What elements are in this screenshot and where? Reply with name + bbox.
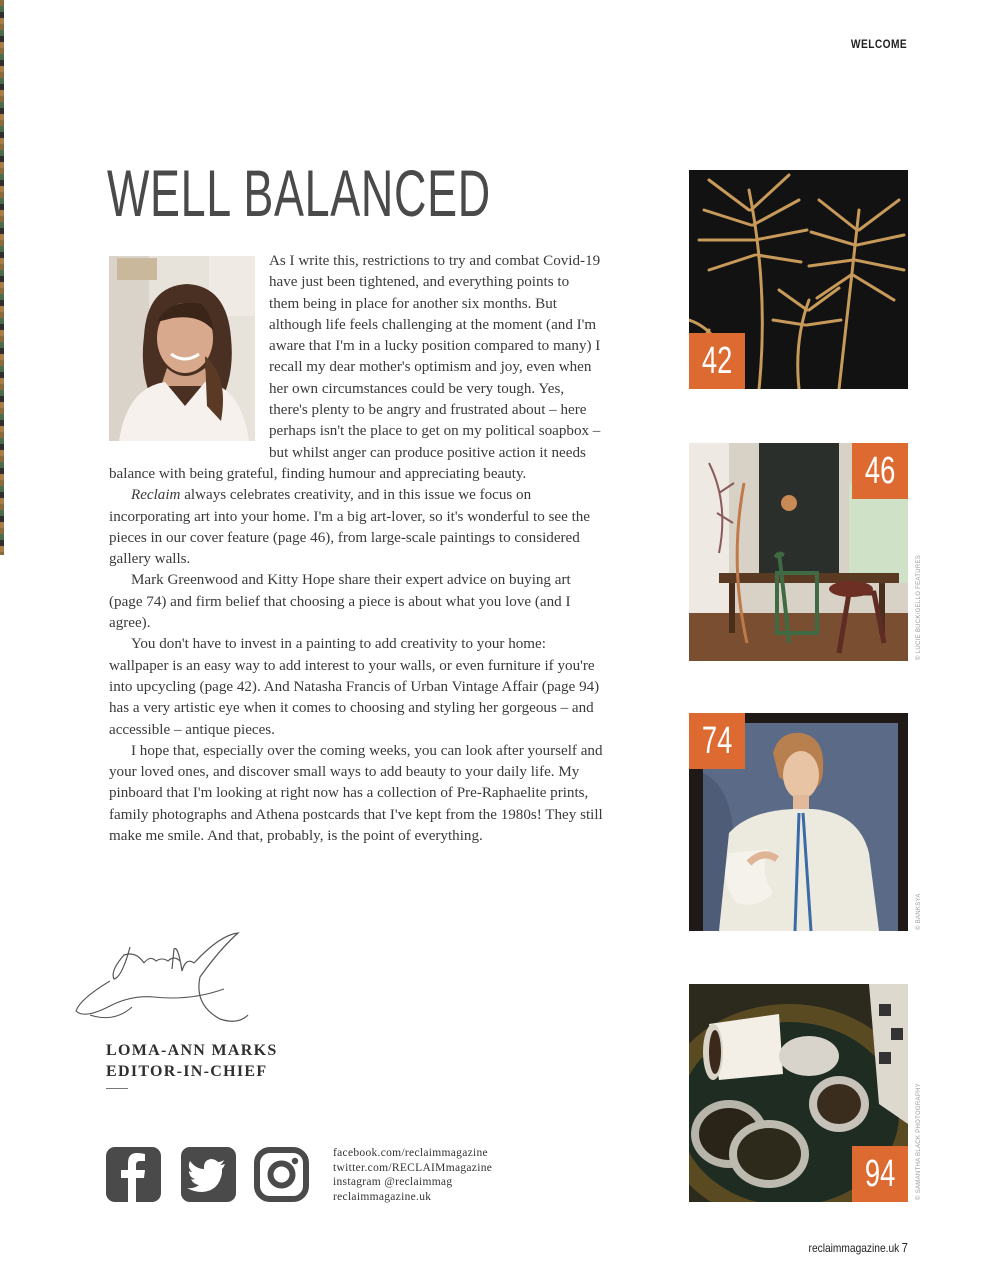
page-badge-94: 94 [852,1146,908,1202]
paragraph-1: As I write this, restrictions to try and combat Covid-19 have just been tightened, and everything points to them being in place for another six months. But although life feels challenging at the moment (and I'm aware that I'm in a lucky position compared to many) I recall my dear mother's optimism and joy, even when her own circumstances could be very tough. Yes, there's plenty to be angry and frustrated about – here perhaps isn't the place to get on my political soapbox – but whilst anger can produce positive action it needs balance with being grateful, finding humour and appreciating beauty. [109,253,601,482]
editor-name: LOMA-ANN MARKS [106,1042,278,1059]
page-number: 7 [901,1240,908,1255]
instagram-link[interactable]: instagram @reclaimmag [333,1176,453,1189]
page-badge-74: 74 [689,713,745,769]
website-link[interactable]: reclaimmagazine.uk [333,1190,432,1203]
instagram-icon[interactable] [254,1147,309,1202]
editor-signature [70,915,255,1033]
paragraph-3: Mark Greenwood and Kitty Hope share their expert advice on buying art (page 74) and firm belief that choosing a piece is about what you love (and I agree). [109,572,571,632]
magazine-name: Reclaim [131,487,181,504]
facebook-link[interactable]: facebook.com/reclaimmagazine [333,1147,488,1159]
page-badge-42: 42 [689,333,745,389]
divider [106,1088,128,1089]
twitter-icon[interactable] [181,1147,236,1202]
editor-credit [106,1040,278,1089]
facebook-icon[interactable] [106,1147,161,1202]
left-edge-strip [0,0,4,555]
photo-credit-74: © BANKSYA [916,893,922,930]
photo-credit-46: © LUCIE BUCK/GELLO FEATURES [916,554,922,660]
social-links [333,1146,492,1204]
editor-letter [109,251,603,847]
twitter-link[interactable]: twitter.com/RECLAIMmagazine [333,1161,493,1174]
page-footer [809,1240,908,1255]
section-label: WELCOME [850,37,907,51]
paragraph-2: Reclaim always celebrates creativity, and in this issue we focus on incorporating art into your home. I'm a big art-lover, so it's wonderful to see the pieces in our cover feature (page 46), from large-scale paintings to considered gallery walls. [109,487,591,568]
headline: WELL BALANCED [107,156,491,230]
paragraph-5: I hope that, especially over the coming weeks, you can look after yourself and your loved ones, and discover small ways to add beauty to your daily life. My pinboard that I'm looking at right now has a collection of Pre-Raphaelite prints, family photographs and Athena postcards that I've kept from the 1980s! They still make me smile. And that, probably, is the point of everything. [109,742,603,845]
footer-site[interactable]: reclaimmagazine.uk [808,1241,900,1255]
photo-credit-94: © SAMANTHA BLACK PHOTOGRAPHY [916,1082,922,1200]
feature-photo-tea-cups[interactable] [689,984,908,1202]
page-badge-46: 46 [852,443,908,499]
feature-photo-wallpaper[interactable] [689,170,908,389]
paragraph-4: You don't have to invest in a painting to add creativity to your home: wallpaper is an easy way to add interest to your walls, or even furniture if you're into upcycling (page 42). And Natasha Francis of Urban Vintage Affair (page 94) has a very artistic eye when it comes to choosing and styling her gorgeous – and accessible – antique pieces. [109,636,600,738]
feature-photo-painting[interactable] [689,713,908,931]
feature-photo-dining-room[interactable] [689,443,908,661]
editor-title: EDITOR-IN-CHIEF [106,1063,268,1080]
